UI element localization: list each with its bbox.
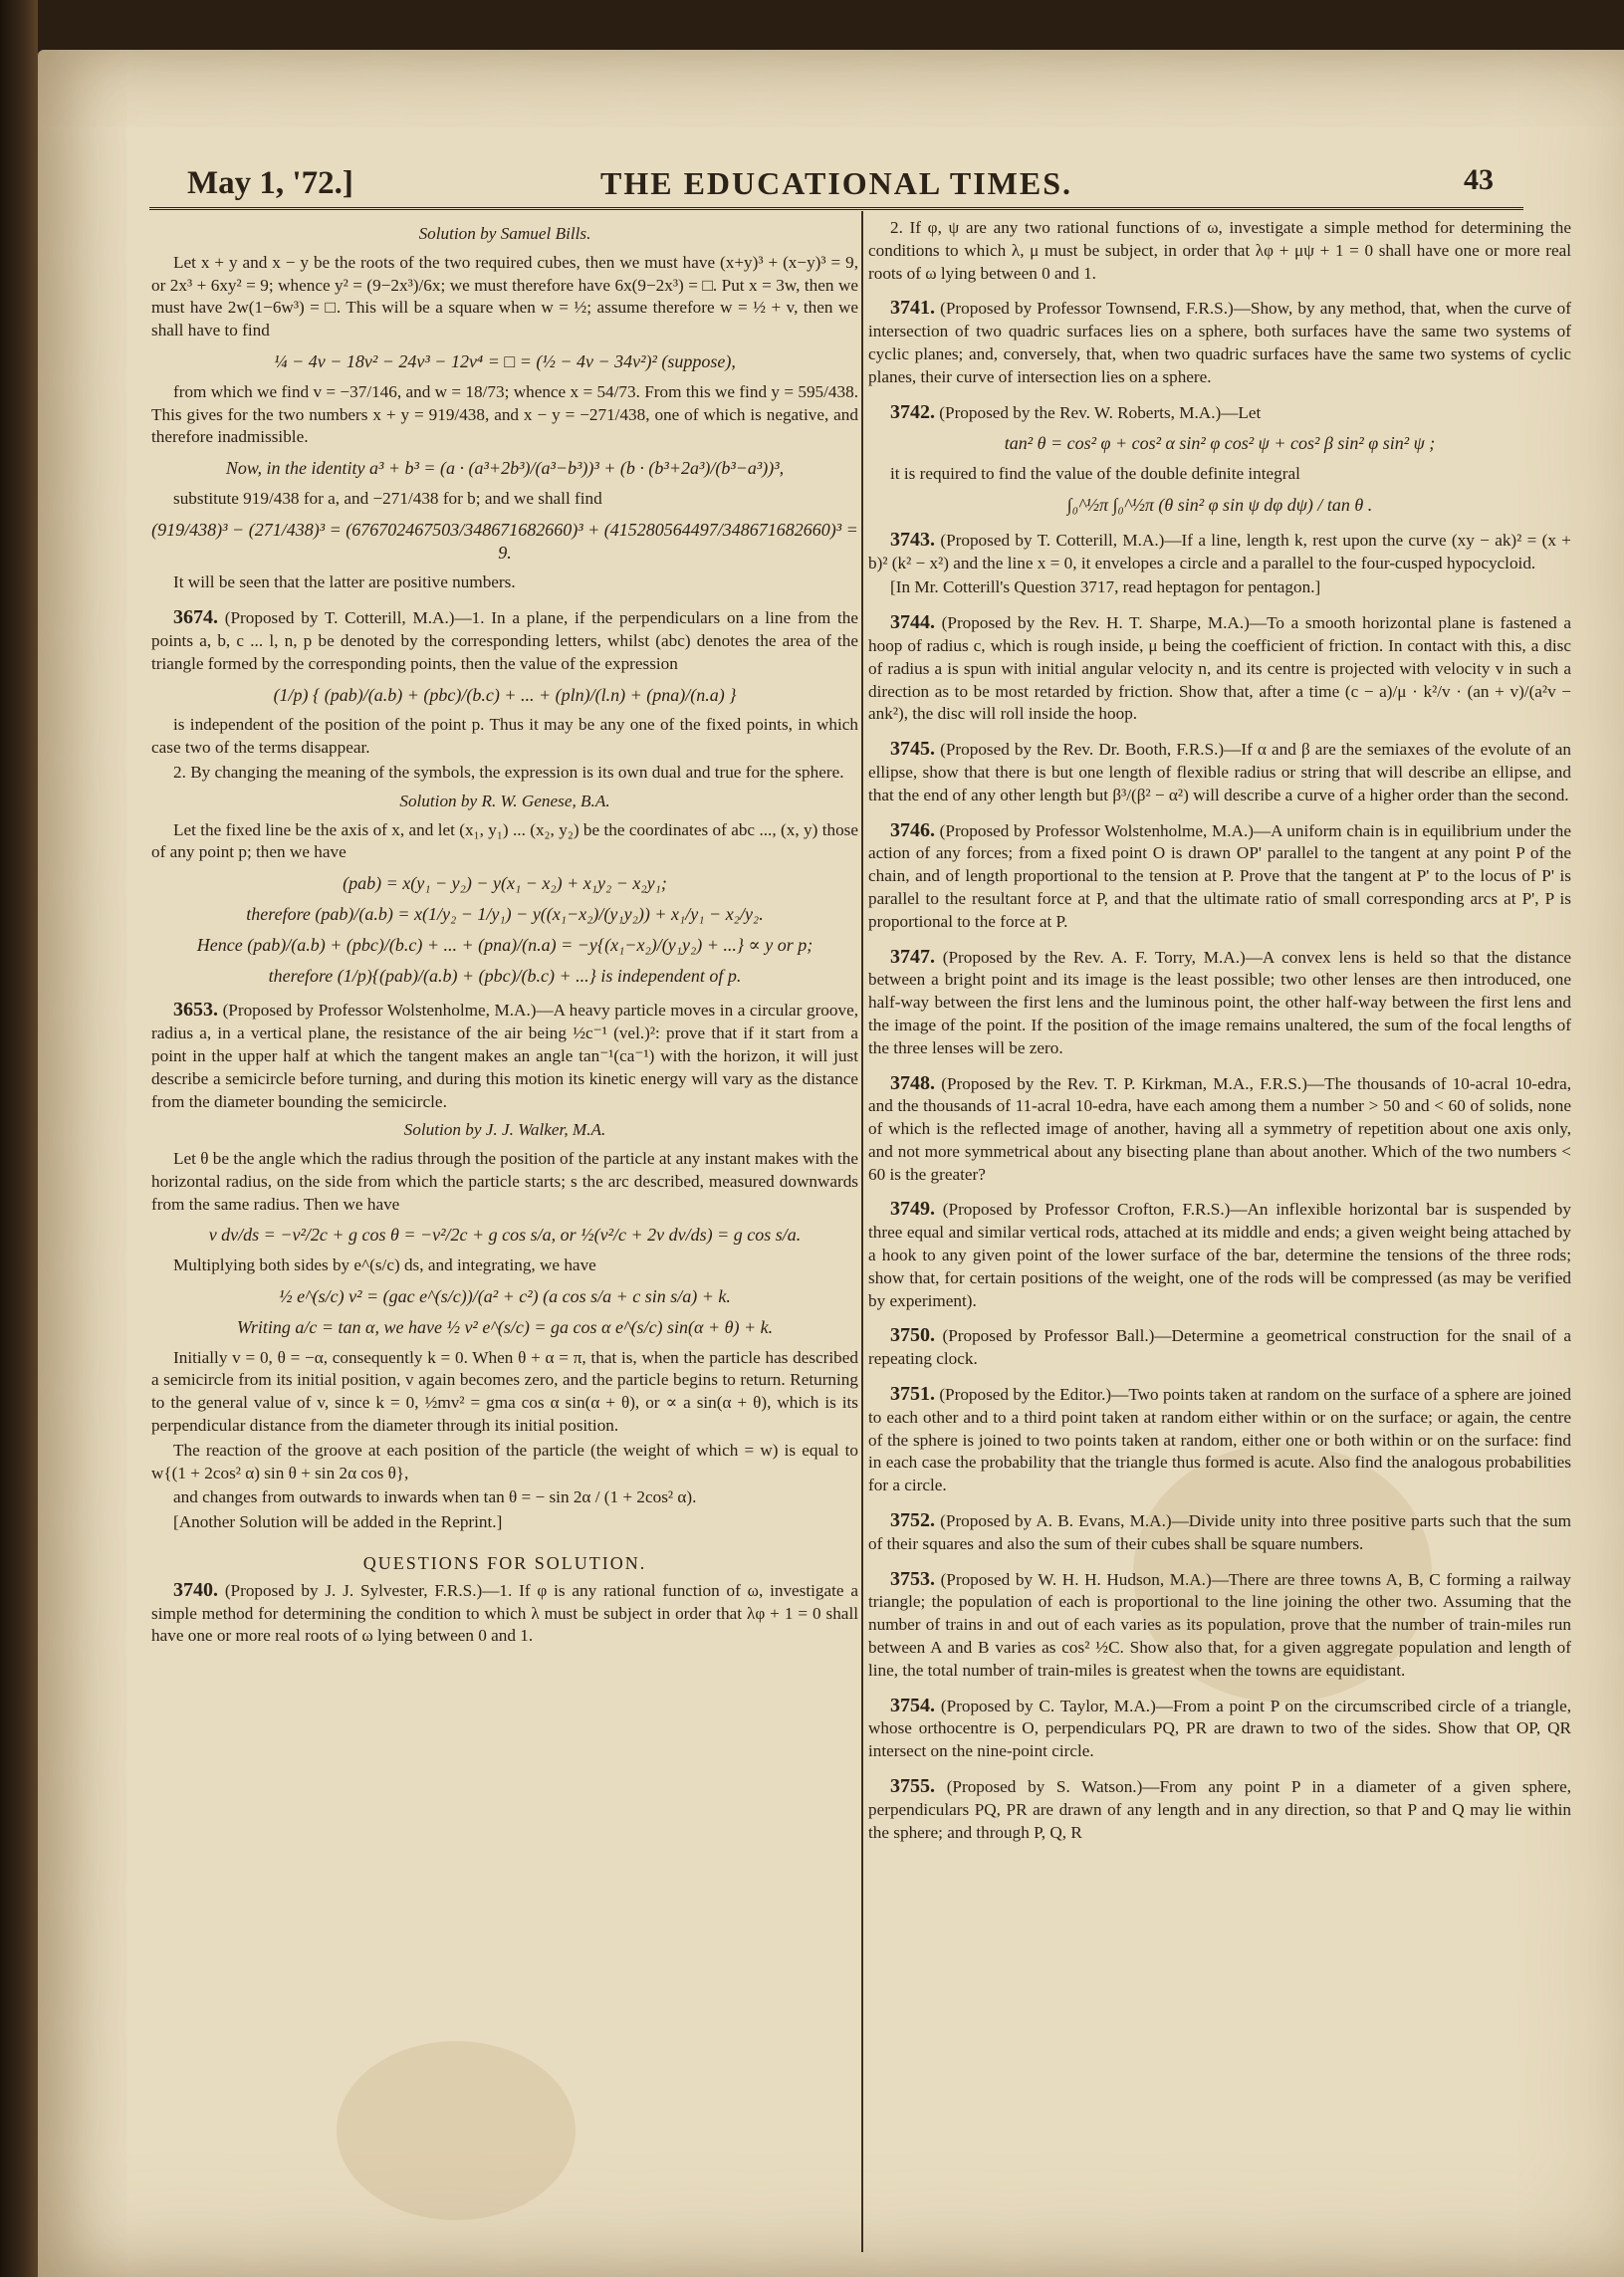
question-number: 3742.	[890, 400, 935, 423]
paper-stain	[337, 2041, 576, 2220]
right-column	[868, 217, 1571, 1846]
question-3749	[868, 1198, 1571, 1312]
paragraph: from which we find v = −37/146, and w = 18/73; whence x = 54/73. From this we find y = 595/438. This gives for the two numbers x + y = 919/438, and x − y = −271/438, one of which is negative, and therefore inadmissible.	[151, 381, 858, 447]
paragraph: Initially v = 0, θ = −α, consequently k = 0. When θ + α = π, that is, when the particle has described a semicircle from its initial position, v again becomes zero, and the particle begins to return. Returning to the general value of v, since k = 0, ½mv² = gma cos α sin(α + θ), or ∝ a sin(α + θ), which is its perpendicular distance from the diameter through its initial position.	[151, 1347, 858, 1436]
question-number: 3749.	[890, 1198, 935, 1221]
question-3741	[868, 297, 1571, 388]
question-number: 3741.	[890, 297, 935, 320]
book-spine	[0, 0, 38, 2277]
paragraph: and changes from outwards to inwards when tan θ = − sin 2α / (1 + 2cos² α).	[173, 1487, 697, 1507]
question-text: (Proposed by S. Watson.)—From any point P in a diameter of a given sphere, perpendiculars PQ, PR are drawn of any length and in any direction, so that P and Q may lie within the sphere; and through P, Q, R	[868, 1777, 1572, 1842]
question-text: (Proposed by C. Taylor, M.A.)—From a point P on the circumscribed circle of a triangle, whose orthocentre is O, perpendiculars PQ, PR are drawn to two of the sides. Show that OP, QR intersect on the nine-point circle.	[868, 1696, 1572, 1761]
question-number: 3744.	[890, 611, 935, 634]
paragraph: Let x + y and x − y be the roots of the two required cubes, then we must have (x+y)³ + (x−y)³ = 9, or 2x³ + 6xy² = 9; whence y² = (9−2x³)/6x; we must therefore have 6x(9−2x³) = □. Put x = 3w, then we must have 2w(1−6w³) = □. This will be a square when w = ½; assume therefore w = ½ + v, then we shall have to find	[151, 252, 858, 341]
question-text: (Proposed by the Rev. A. F. Torry, M.A.)—A convex lens is held so that the distance between a bright point and its image is the least possible; two other lenses are then introduced, one half-way between the first lens and the luminous point, the other half-way between the first lens and the image of the point. If the position of the image remains unaltered, the sum of the focal lengths of the three lenses will be zero.	[868, 947, 1572, 1057]
question-3752	[868, 1509, 1571, 1556]
solution-heading: Solution by J. J. Walker, M.A.	[403, 1120, 606, 1140]
page-header	[149, 157, 1523, 210]
question-3753	[868, 1568, 1571, 1683]
question-text: (Proposed by A. B. Evans, M.A.)—Divide unity into three positive parts such that the sum of their squares and also the sum of their cubes shall be square numbers.	[868, 1511, 1572, 1553]
left-column	[151, 217, 858, 1650]
paragraph: 2. If φ, ψ are any two rational functions of ω, investigate a simple method for determining the conditions to which λ, μ must be subject, in order that λφ + μψ + 1 = 0 shall have one or more real roots of ω lying between 0 and 1.	[868, 218, 1571, 283]
solution-heading: Solution by Samuel Bills.	[418, 224, 591, 243]
paragraph: It will be seen that the latter are positive numbers.	[173, 572, 516, 592]
question-text: (Proposed by the Rev. Dr. Booth, F.R.S.)—If α and β are the semiaxes of the evolute of an ellipse, show that there is but one length of flexible radius or string that will describe an ellipse, and that the end of any other length but β³/(β² − α²) will describe a curve of a higher order than the second.	[868, 740, 1572, 804]
question-3750	[868, 1324, 1571, 1371]
equation: (pab) = x(y₁ − y₂) − y(x₁ − x₂) + x₁y₂ − x₂y₁;	[343, 873, 667, 894]
equation: Hence (pab)/(a.b) + (pbc)/(b.c) + ... + (pna)/(n.a) = −y{(x₁−x₂)/(y₁y₂) + ...} ∝ y or p;	[196, 934, 813, 955]
question-text: (Proposed by W. H. H. Hudson, M.A.)—There are three towns A, B, C forming a railway triangle; the population of each is proportional to the line joining the other two. Assuming that the number of trains in and out of each varies as its population, prove that the number of train-miles run between A and B varies as cos² ½C. Show also that, for a given aggregate population and length of line, the total number of train-miles is greatest when the towns are equidistant.	[868, 1569, 1572, 1680]
equation: Writing a/c = tan α, we have ½ v² e^(s/c) = ga cos α e^(s/c) sin(α + θ) + k.	[236, 1316, 774, 1337]
equation: ∫₀^½π ∫₀^½π (θ sin² φ sin ψ dφ dψ) / tan θ .	[1066, 494, 1373, 515]
question-3740	[151, 1579, 858, 1648]
editor-note: [In Mr. Cotterill's Question 3717, read heptagon for pentagon.]	[890, 577, 1321, 597]
equation: v dv/ds = −v²/2c + g cos θ = −v²/2c + g cos s/a, or ½(v²/c + 2v dv/ds) = g cos s/a.	[208, 1225, 802, 1246]
question-3744	[868, 611, 1571, 726]
equation: Now, in the identity a³ + b³ = (a · (a³+2b³)/(a³−b³))³ + (b · (b³+2a³)/(b³−a³))³,	[225, 458, 785, 479]
solution-heading: Solution by R. W. Genese, B.A.	[399, 791, 610, 810]
question-number: 3740.	[173, 1578, 218, 1601]
paragraph: 2. By changing the meaning of the symbols, the expression is its own dual and true for the sphere.	[173, 762, 844, 782]
question-3743	[868, 529, 1571, 575]
equation: (919/438)³ − (271/438)³ = (676702467503/348671682660)³ + (415280564497/348671682660)³ = 9.	[151, 519, 858, 563]
question-number: 3752.	[890, 1509, 935, 1532]
question-3746	[868, 819, 1571, 934]
question-number: 3748.	[890, 1071, 935, 1094]
question-text: (Proposed by Professor Wolstenholme, M.A.)—A heavy particle moves in a circular groove, radius a, in a vertical plane, the resistance of the air being ½c⁻¹ (vel.)²: prove that if it start from a point in the upper half at which the tangent makes an angle tan⁻¹(ca⁻¹) with the horizon, it will just describe a semicircle before turning, and during this motion its kinetic energy will vary as the distance from the diameter bounding the semicircle.	[151, 1001, 858, 1111]
question-text: (Proposed by Professor Wolstenholme, M.A.)—A uniform chain is in equilibrium under the action of any forces; from a fixed point O is drawn OP' parallel to the tangent at any point P of the chain, and of length proportional to the tension at P. Prove that the tangent at P' to the locus of P' is parallel to the resultant force at P, and that the ultimate ratio of small corresponding arcs at P', P is proportional to the force at P.	[868, 820, 1572, 931]
question-text: (Proposed by T. Cotterill, M.A.)—1. In a plane, if the perpendiculars on a line from the points a, b, c ... l, n, p be denoted by the corresponding letters, whilst (abc) denotes the area of the triangle formed by the corresponding points, then the value of the expression	[151, 608, 858, 673]
paragraph: substitute 919/438 for a, and −271/438 for b; and we shall find	[173, 488, 602, 508]
question-number: 3743.	[890, 528, 935, 551]
question-text: (Proposed by J. J. Sylvester, F.R.S.)—1. If φ is any rational function of ω, investigate a simple method for determining the condition to which λ must be subject in order that λφ + 1 = 0 shall have one or more real roots of ω lying between 0 and 1.	[151, 1580, 858, 1646]
header-date: May 1, '72.]	[187, 165, 353, 201]
question-number: 3653.	[173, 999, 218, 1022]
equation: tan² θ = cos² φ + cos² α sin² φ cos² ψ + cos² β sin² φ sin² ψ ;	[1004, 433, 1436, 454]
equation: therefore (pab)/(a.b) = x(1/y₂ − 1/y₁) − y((x₁−x₂)/(y₁y₂)) + x₁/y₁ − x₂/y₂.	[246, 903, 764, 924]
paragraph: Let the fixed line be the axis of x, and let (x₁, y₁) ... (x₂, y₂) be the coordinates of abc ..., (x, y) those of any point p; then we have	[151, 819, 858, 862]
question-text: (Proposed by Professor Townsend, F.R.S.)—Show, by any method, that, when the curve of intersection of two quadric surfaces lies on a sphere, both surfaces have the same two systems of cyclic planes; and, conversely, that, when two quadric surfaces have the same two systems of cyclic planes, their curve of intersection lies on a sphere.	[868, 299, 1571, 386]
question-number: 3751.	[890, 1383, 935, 1406]
question-3674	[151, 606, 858, 675]
equation: therefore (1/p){(pab)/(a.b) + (pbc)/(b.c) + ...} is independent of p.	[268, 965, 742, 986]
question-number: 3674.	[173, 606, 218, 629]
question-3742	[868, 401, 1571, 425]
paragraph: Let θ be the angle which the radius through the position of the particle at any instant makes with the horizontal radius, on the side from which the particle starts; s the arc described, measured downwards from the same radius. Then we have	[151, 1149, 858, 1214]
paragraph: The reaction of the groove at each position of the particle (the weight of which = w) is equal to w{(1 + 2cos² α) sin θ + sin 2α cos θ},	[151, 1440, 858, 1482]
question-3748	[868, 1072, 1571, 1187]
column-divider	[861, 211, 863, 2252]
question-3751	[868, 1383, 1571, 1497]
question-3754	[868, 1695, 1571, 1763]
question-3755	[868, 1775, 1571, 1844]
question-3745	[868, 738, 1571, 806]
question-3653	[151, 999, 858, 1113]
question-number: 3745.	[890, 738, 935, 761]
section-heading: QUESTIONS FOR SOLUTION.	[362, 1553, 647, 1574]
paragraph: it is required to find the value of the double definite integral	[890, 464, 1300, 484]
question-number: 3755.	[890, 1775, 935, 1798]
question-text: (Proposed by the Rev. T. P. Kirkman, M.A., F.R.S.)—The thousands of 10-acral 10-edra, and the thousands of 11-acral 10-edra, have each among them a number > 50 and < 60 of solids, none of which is the reflected image of another, having all a symmetry of repetition about one axis only, and not more symmetrical about any bisecting plane than about another. Which of the two numbers < 60 is the greater?	[868, 1073, 1571, 1184]
question-text: (Proposed by the Editor.)—Two points taken at random on the surface of a sphere are joined to each other and to a third point taken at random either within or on the surface; or again, the centre of the sphere is joined to two points taken at random, either one or both within or on the surface: find in each case the probability that the triangle thus formed is acute. Also find the analogous probabilities for a circle.	[868, 1385, 1571, 1495]
question-text: (Proposed by Professor Crofton, F.R.S.)—An inflexible horizontal bar is suspended by three equal and similar vertical rods, attached at its middle and ends; a given weight being attached by a hook to any given point of the lower surface of the bar, determine the tensions of the three rods; show that, for certain positions of the weight, one of the rods will be compressed (as may be verified by experiment).	[868, 1200, 1571, 1310]
equation: ½ e^(s/c) v² = (gac e^(s/c))/(a² + c²) (a cos s/a + c sin s/a) + k.	[279, 1286, 731, 1307]
question-3747	[868, 946, 1571, 1060]
question-text: (Proposed by Professor Ball.)—Determine a geometrical construction for the snail of a repeating clock.	[868, 1326, 1572, 1369]
header-title: THE EDUCATIONAL TIMES.	[599, 165, 1073, 201]
question-number: 3746.	[890, 818, 935, 841]
question-text: (Proposed by the Rev. H. T. Sharpe, M.A.)—To a smooth horizontal plane is fastened a hoop of radius c, which is rough inside, μ being the coefficient of friction. In contact with this, a disc of radius a is spun with initial angular velocity n, and its centre is projected with velocity v in such a direction as to be most retarded by friction. Show that, after a time (c − a)/μ · k²/v · (an + v)/(a²v − ank²), the disc will roll inside the hoop.	[868, 613, 1572, 724]
question-text: (Proposed by T. Cotterill, M.A.)—If a line, length k, rest upon the curve (xy − ak)² = (x + b)² (k² − x²) and the line x = 0, it envelopes a circle and a parallel to the four-cusped hypocycloid.	[868, 530, 1572, 572]
question-text: (Proposed by the Rev. W. Roberts, M.A.)—Let	[939, 402, 1262, 422]
paragraph: is independent of the position of the point p. Thus it may be any one of the fixed points, in which case two of the terms disappear.	[151, 715, 858, 758]
question-number: 3750.	[890, 1324, 935, 1347]
header-page-number: 43	[1464, 163, 1494, 196]
equation: (1/p) { (pab)/(a.b) + (pbc)/(b.c) + ... + (pln)/(l.n) + (pna)/(n.a) }	[273, 684, 737, 705]
equation: ¼ − 4v − 18v² − 24v³ − 12v⁴ = □ = (½ − 4v − 34v²)² (suppose),	[274, 350, 736, 371]
editor-note: [Another Solution will be added in the Reprint.]	[173, 1512, 503, 1532]
paragraph: Multiplying both sides by e^(s/c) ds, and integrating, we have	[173, 1255, 596, 1275]
question-number: 3754.	[890, 1694, 935, 1716]
question-number: 3753.	[890, 1567, 935, 1590]
question-number: 3747.	[890, 945, 935, 968]
